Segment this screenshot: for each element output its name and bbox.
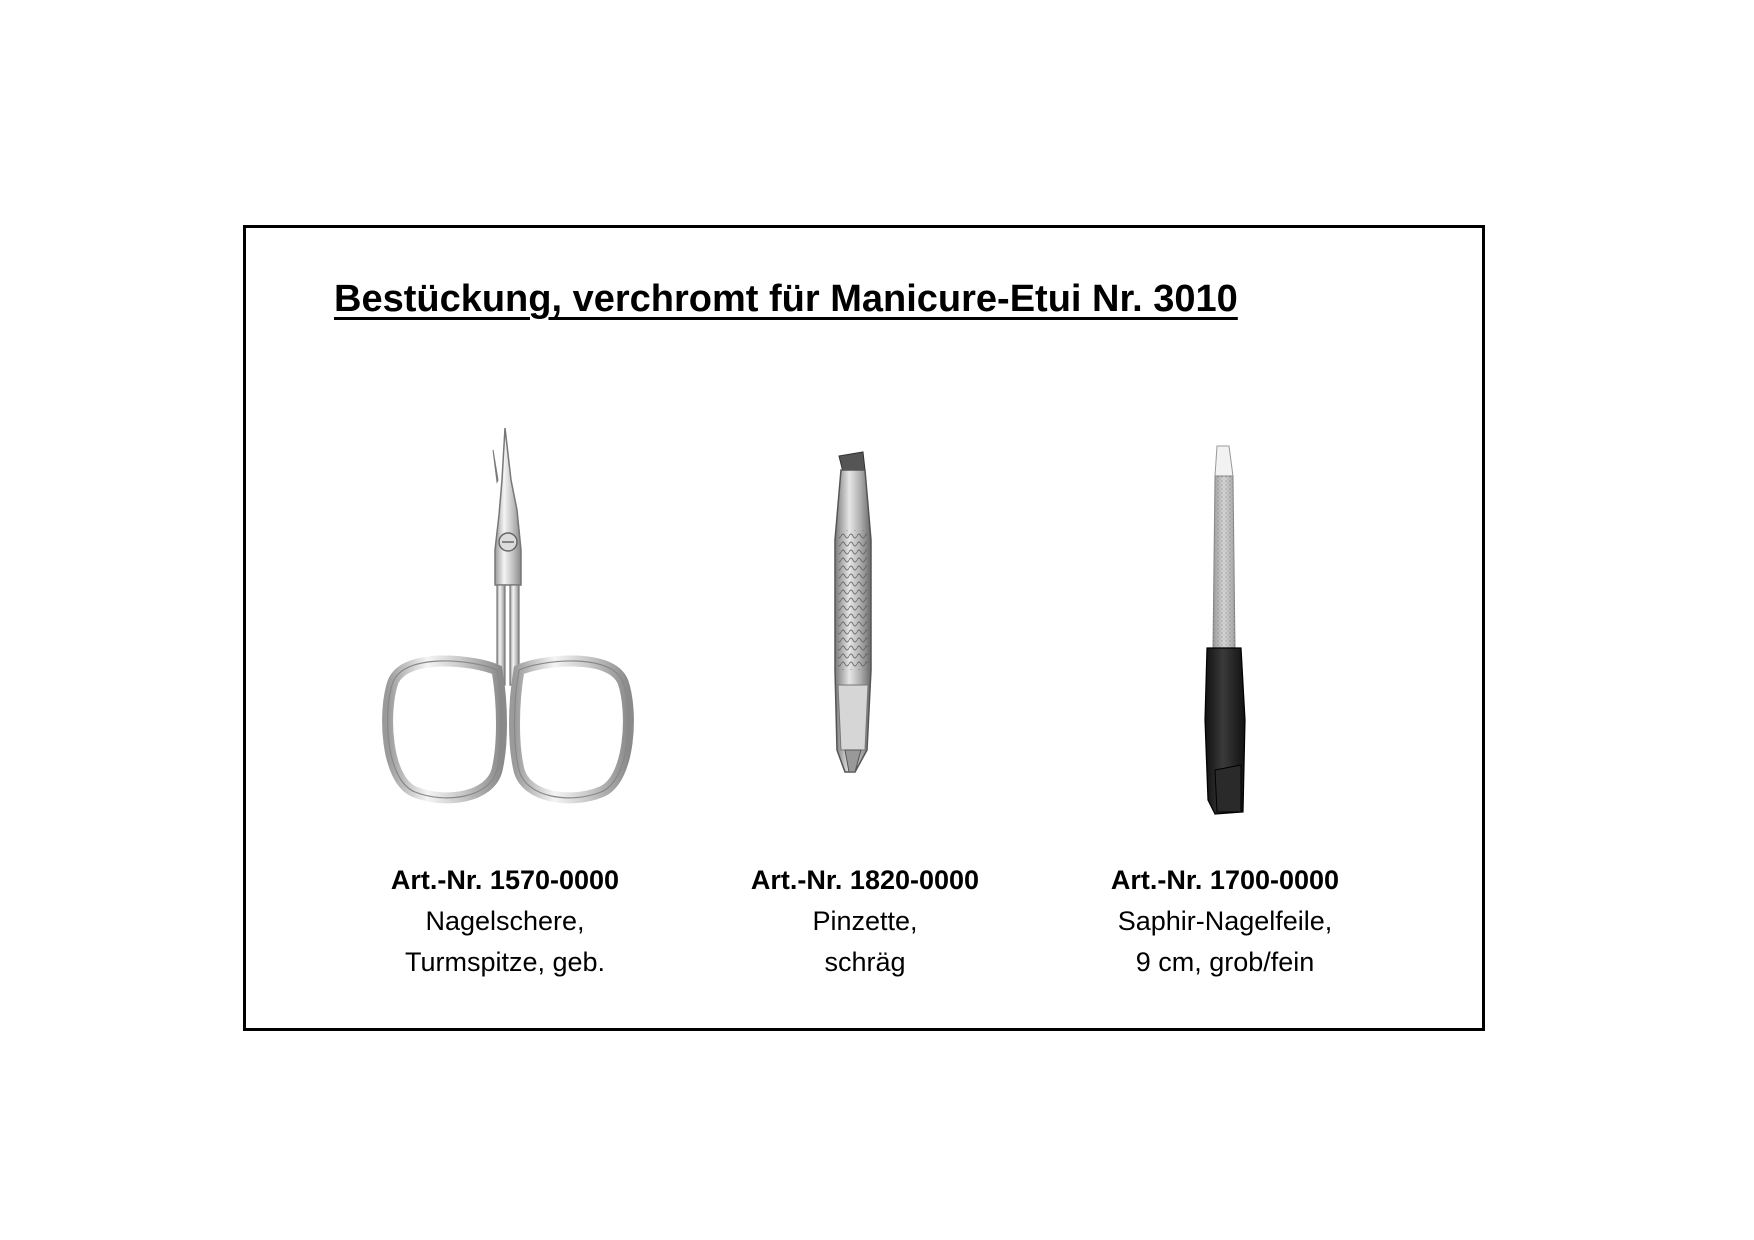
caption-tweezers: [685, 860, 1045, 983]
product-tweezers: [705, 420, 1025, 820]
product-scissors: [345, 420, 665, 820]
product-nail-file: [1065, 420, 1385, 820]
article-number: Art.-Nr. 1700-0000: [1110, 865, 1340, 895]
product-description-line2: 9 cm, grob/fein: [1135, 947, 1315, 977]
page-title: Bestückung, verchromt für Manicure-Etui Nr. 3010: [334, 278, 1238, 320]
caption-nail-file: [1045, 860, 1405, 983]
caption-scissors: [325, 860, 685, 983]
article-number: Art.-Nr. 1820-0000: [750, 865, 980, 895]
tweezers-icon: [705, 420, 1025, 820]
nail-file-icon: [1065, 420, 1385, 820]
product-description-line1: Nagelschere,: [425, 906, 585, 936]
scissors-icon: [345, 420, 665, 820]
product-description-line2: schräg: [824, 947, 906, 977]
product-description-line2: Turmspitze, geb.: [404, 947, 606, 977]
product-description-line1: Saphir-Nagelfeile,: [1117, 906, 1333, 936]
article-number: Art.-Nr. 1570-0000: [390, 865, 620, 895]
product-description-line1: Pinzette,: [812, 906, 918, 936]
